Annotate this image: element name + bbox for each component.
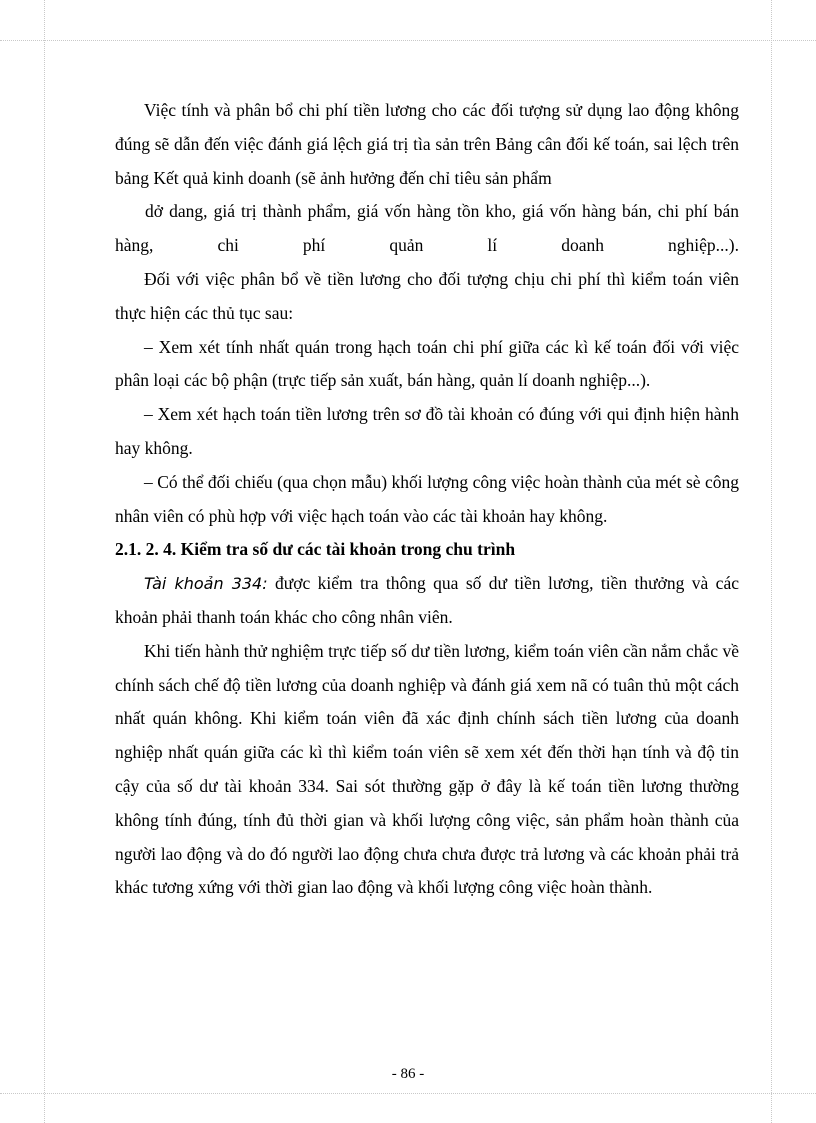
bullet-1: – Xem xét tính nhất quán trong hạch toán chi phí giữa các kì kế toán đối với việc phân loại các bộ phận (trực tiếp sản xuất, bán hàng, quản lí doanh nghiệp...). <box>115 336 739 391</box>
page-border-top <box>0 40 816 41</box>
paragraph-3 <box>115 567 739 635</box>
paragraph-4: Khi tiến hành thử nghiệm trực tiếp số dư tiền lương, kiểm toán viên cần nắm chắc về chính sách chế độ tiền lương của doanh nghiệp và đánh giá xem nã có tuân thủ một cách nhất quán không. Khi kiểm toán viên đã xác định chính sách tiền lương của doanh nghiệp nhất quán giữa các kì thì kiểm toán viên sẽ xem xét đến thời hạn tính và độ tin cậy của số dư tài khoản 334. Sai sót thường gặp ở đây là kế toán tiền lương thường không tính đúng, tính đủ thời gian và khối lượng công việc, sản phẩm hoàn thành của người lao động và do đó người lao động chưa chưa được trả lương và các khoản phải trả khác tương xứng với thời gian lao động và khối lượng công việc hoàn thành. <box>115 640 739 898</box>
page-body <box>115 94 739 905</box>
page-number: - 86 - <box>391 1066 425 1082</box>
section-heading: 2.1. 2. 4. Kiểm tra số dư các tài khoản trong chu trình <box>115 539 516 560</box>
paragraph-2: Đối với việc phân bổ về tiền lương cho đối tượng chịu chi phí thì kiểm toán viên thực hiện các thủ tục sau: <box>115 268 739 323</box>
paragraph-1-part-2: dở dang, giá trị thành phẩm, giá vốn hàng tồn kho, giá vốn hàng bán, chi phí bán hàng, chi phí quản lí doanh nghiệp...). <box>115 201 739 256</box>
page-border-bottom <box>0 1093 816 1094</box>
paragraph-3-text: được kiểm tra thông qua số dư tiền lương, tiền thưởng và các khoản phải thanh toán khác cho công nhân viên. <box>115 573 739 627</box>
paragraph-1-part-1: Việc tính và phân bổ chi phí tiền lương cho các đối tượng sử dụng lao động không đúng sẽ dẫn đến việc đánh giá lệch giá trị tìa sản trên Bảng cân đối kế toán, sai lệch trên bảng Kết quả kinh doanh (sẽ ảnh hưởng đến chỉ tiêu sản phẩm <box>115 100 739 188</box>
bullet-3: – Có thể đối chiếu (qua chọn mẫu) khối lượng công việc hoàn thành của mét sè công nhân viên có phù hợp với việc hạch toán vào các tài khoản hay không. <box>115 471 739 526</box>
page-border-left <box>44 0 45 1123</box>
bullet-2: – Xem xét hạch toán tiền lương trên sơ đồ tài khoản có đúng với qui định hiện hành hay không. <box>115 404 739 458</box>
account-label: Tài khoản 334: <box>144 574 268 594</box>
page-border-right <box>771 0 772 1123</box>
